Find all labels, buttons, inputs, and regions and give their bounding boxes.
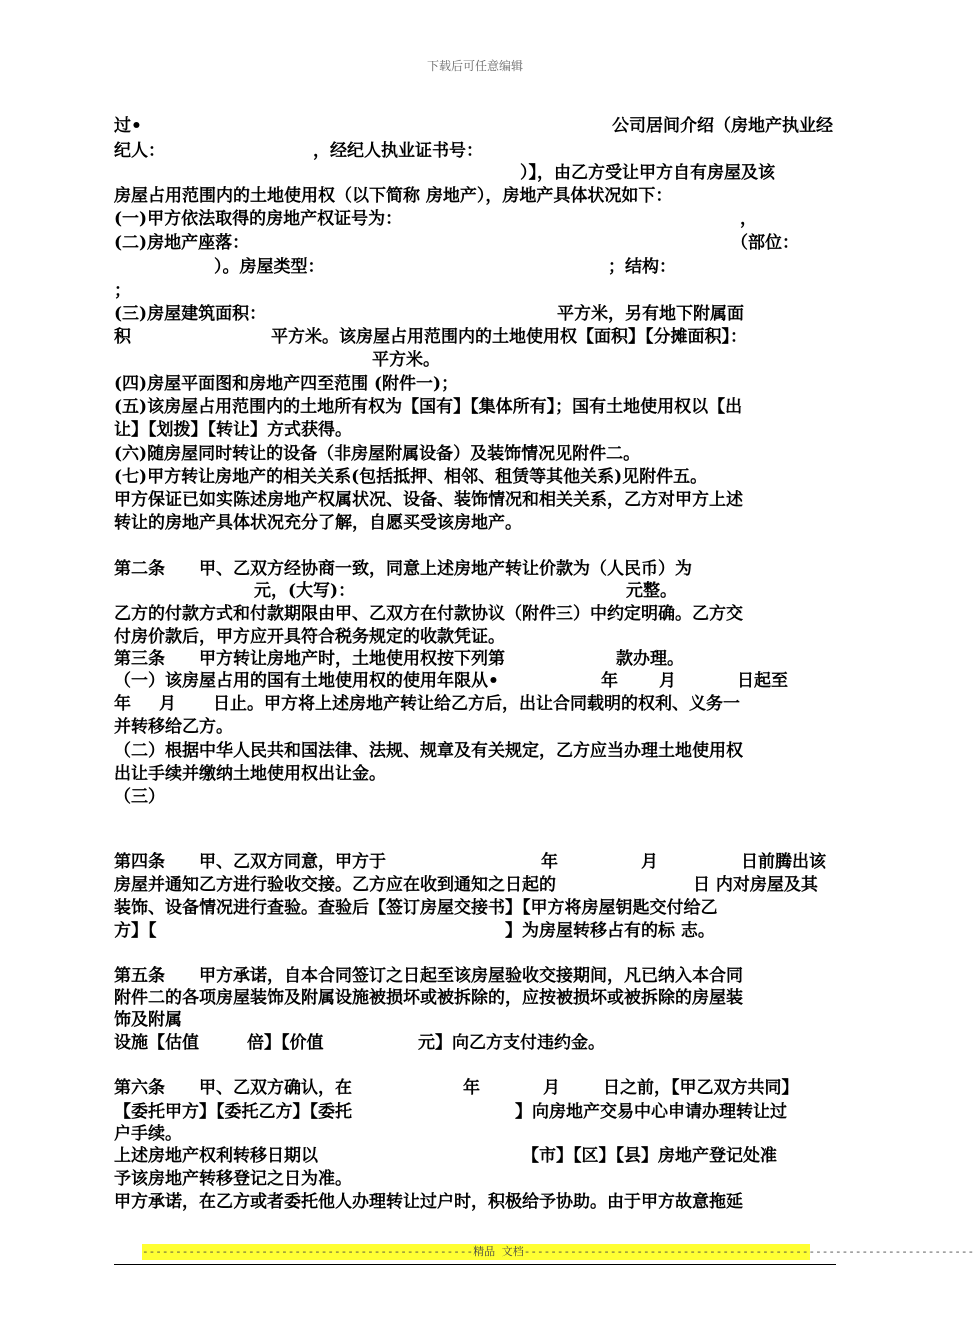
text-run: 户手续。: [114, 1124, 182, 1144]
text-run: 】为房屋转移占有的标 志。: [505, 921, 715, 941]
text-run: 出让手续并缴纳土地使用权出让金。: [114, 764, 386, 784]
text-run: 第五条 甲方承诺，自本合同签订之日起至该房屋验收交接期间，凡已纳入本合同: [114, 966, 743, 986]
footer-banner: --------------------------------------------------精品 文档--------------------------------------------------------------------: [142, 1245, 974, 1258]
text-run: 日前腾出该: [741, 852, 826, 872]
text-run: （一）该房屋占用的国有土地使用权的使用年限从•: [114, 671, 499, 691]
text-run: 予该房地产转移登记之日为准。: [114, 1169, 352, 1189]
text-run: 年: [541, 852, 558, 872]
text-run: (七)甲方转让房地产的相关关系(包括抵押、相邻、租赁等其他关系)见附件五。: [114, 467, 708, 487]
text-run: 元】向乙方支付违约金。: [418, 1033, 605, 1053]
text-run: 年: [601, 671, 618, 691]
text-run: ，: [740, 209, 757, 229]
text-run: 过•: [114, 116, 142, 136]
text-run: 并转移给乙方。: [114, 717, 233, 737]
text-run: 装饰、设备情况进行查验。查验后【签订房屋交接书】【甲方将房屋钥匙交付给乙: [114, 898, 718, 918]
text-run: 日之前，【甲乙双方共同】: [603, 1078, 799, 1098]
text-run: 乙方的付款方式和付款期限由甲、乙双方在付款协议（附件三）中约定明确。乙方交: [114, 604, 743, 624]
text-run: （部位：: [731, 233, 799, 253]
text-run: 平方米。该房屋占用范围内的土地使用权【面积】【分摊面积】：: [271, 327, 747, 347]
text-run: 元整。: [626, 581, 677, 601]
text-run: 日 内对房屋及其: [693, 875, 818, 895]
text-run: 年: [114, 694, 131, 714]
text-run: 元，(大写)：: [254, 581, 356, 601]
text-run: 款办理。: [616, 649, 684, 669]
text-run: ；结构：: [608, 257, 676, 277]
text-run: 【委托甲方】【委托乙方】【委托: [114, 1102, 352, 1122]
text-run: 倍】【价值: [247, 1033, 324, 1053]
text-run: 饰及附属: [114, 1010, 182, 1030]
text-run: 让】【划拨】【转让】方式获得。: [114, 420, 352, 440]
text-run: ）】，由乙方受让甲方自有房屋及该: [520, 163, 775, 183]
text-run: 房屋并通知乙方进行验收交接。乙方应在收到通知之日起的: [114, 875, 556, 895]
text-run: 月: [641, 852, 658, 872]
text-run: 方】【: [114, 921, 157, 941]
text-run: 甲方承诺，在乙方或者委托他人办理转让过户时，积极给予协助。由于甲方故意拖延: [114, 1192, 743, 1212]
text-run: 附件二的各项房屋装饰及附属设施被损坏或被拆除的，应按被损坏或被拆除的房屋装: [114, 988, 743, 1008]
text-run: ）。房屋类型：: [214, 257, 325, 277]
text-run: 年: [463, 1078, 480, 1098]
text-run: 平方米，另有地下附属面: [557, 304, 744, 324]
text-run: 第四条 甲、乙双方同意，甲方于: [114, 852, 386, 872]
text-run: 公司居间介绍（房地产执业经: [612, 116, 833, 136]
text-run: 平方米。: [372, 350, 440, 370]
text-run: 月: [543, 1078, 560, 1098]
text-run: 积: [114, 327, 131, 347]
text-run: 第二条 甲、乙双方经协商一致，同意上述房地产转让价款为（人民币）为: [114, 559, 692, 579]
text-run: ；: [114, 281, 131, 301]
text-run: (六)随房屋同时转让的设备（非房屋附属设备）及装饰情况见附件二。: [114, 444, 641, 464]
text-run: (五)该房屋占用范围内的土地所有权为【国有】【集体所有】；国有土地使用权以【出: [114, 397, 743, 417]
text-run: 纪人：: [114, 141, 165, 161]
text-run: 月: [159, 694, 176, 714]
page-header: 下载后可任意编辑: [426, 59, 523, 73]
text-run: 房屋占用范围内的土地使用权（以下简称 房地产），房地产具体状况如下：: [114, 186, 673, 206]
text-run: 第六条 甲、乙双方确认，在: [114, 1078, 352, 1098]
text-run: 设施【估值: [114, 1033, 199, 1053]
text-run: 第三条 甲方转让房地产时，土地使用权按下列第: [114, 649, 505, 669]
text-run: 付房价款后，甲方应开具符合税务规定的收款凭证。: [114, 627, 505, 647]
text-run: 日起至: [737, 671, 788, 691]
text-run: 转让的房地产具体状况充分了解，自愿买受该房地产。: [114, 513, 522, 533]
text-run: （三）: [114, 787, 165, 807]
text-run: 月: [659, 671, 676, 691]
text-run: (四)房屋平面图和房地产四至范围 (附件一)；: [114, 374, 459, 394]
text-run: ，经纪人执业证书号：: [313, 141, 483, 161]
text-run: 上述房地产权利转移日期以: [114, 1146, 318, 1166]
text-run: (一)甲方依法取得的房地产权证号为：: [114, 209, 403, 229]
text-run: 甲方保证已如实陈述房地产权属状况、设备、装饰情况和相关关系，乙方对甲方上述: [114, 490, 743, 510]
text-run: （二）根据中华人民共和国法律、法规、规章及有关规定，乙方应当办理土地使用权: [114, 741, 743, 761]
text-run: (二)房地产座落：: [114, 233, 250, 253]
text-run: 】向房地产交易中心申请办理转让过: [515, 1102, 787, 1122]
text-run: 【市】【区】【县】房地产登记处准: [522, 1146, 777, 1166]
footer-divider: [114, 1264, 836, 1265]
text-run: 日止。甲方将上述房地产转让给乙方后，出让合同载明的权利、义务一: [213, 694, 740, 714]
text-run: (三)房屋建筑面积：: [114, 304, 267, 324]
